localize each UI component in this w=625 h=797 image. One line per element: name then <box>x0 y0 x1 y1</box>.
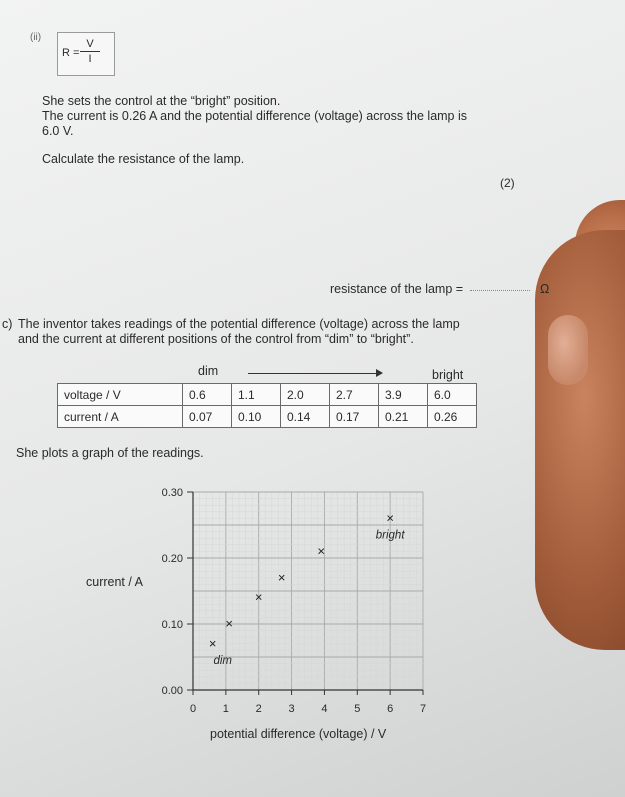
plots-text: She plots a graph of the readings. <box>16 446 204 460</box>
y-tick-label: 0.10 <box>161 619 183 631</box>
current-header: current / A <box>58 406 183 428</box>
x-tick-label: 5 <box>354 703 361 715</box>
x-tick-label: 7 <box>419 703 427 715</box>
table-cell: 2.7 <box>330 384 379 406</box>
formula-denominator: I <box>88 53 92 65</box>
part-c-label: c) <box>2 317 13 331</box>
part-c-line1: The inventor takes readings of the potential difference (voltage) across the lamp <box>18 317 460 331</box>
table-cell: 0.26 <box>428 406 477 428</box>
y-tick-label: 0.30 <box>161 487 183 499</box>
x-tick-label: 0 <box>189 703 197 715</box>
y-tick-label: 0.20 <box>161 553 183 565</box>
table-cell: 0.17 <box>330 406 379 428</box>
ohm-unit: Ω <box>540 282 550 296</box>
table-row-voltage <box>58 384 477 406</box>
y-axis-label: current / A <box>86 575 143 589</box>
x-tick-label: 1 <box>222 703 229 715</box>
table-cell: 2.0 <box>281 384 330 406</box>
current-voltage-graph <box>140 480 440 755</box>
answer-label: resistance of the lamp = <box>330 282 464 296</box>
marks-label: (2) <box>500 176 515 190</box>
bright-position-text: She sets the control at the “bright” position. <box>42 94 281 108</box>
formula-fraction <box>80 38 100 65</box>
table-cell: 0.10 <box>232 406 281 428</box>
voltage-text: 6.0 V. <box>42 124 74 138</box>
readings-table <box>57 383 477 428</box>
point-annotation: dim <box>213 654 232 667</box>
voltage-header: voltage / V <box>58 384 183 406</box>
table-cell: 0.21 <box>379 406 428 428</box>
data-point: × <box>208 635 217 651</box>
current-text: The current is 0.26 A and the potential difference (voltage) across the lamp is <box>42 109 468 123</box>
part-c-line2: and the current at different positions of the control from “dim” to “bright”. <box>18 332 414 346</box>
formula-lhs: R = <box>62 47 80 59</box>
data-point: × <box>277 569 286 585</box>
data-point: × <box>386 510 394 526</box>
x-tick-label: 6 <box>387 703 394 715</box>
point-annotation: bright <box>375 529 405 542</box>
answer-blank[interactable] <box>470 290 530 291</box>
data-point: × <box>225 616 233 631</box>
fingernail <box>548 315 588 385</box>
table-cell: 3.9 <box>379 384 428 406</box>
table-cell: 0.6 <box>183 384 232 406</box>
data-point: × <box>254 589 263 605</box>
table-row-current <box>58 406 477 428</box>
table-cell: 0.07 <box>183 406 232 428</box>
bright-label: bright <box>432 368 464 382</box>
arrowhead <box>376 369 383 377</box>
part-ii-label: (ii) <box>30 32 42 43</box>
table-cell: 1.1 <box>232 384 281 406</box>
table-cell: 0.14 <box>281 406 330 428</box>
x-tick-label: 3 <box>288 703 295 715</box>
dim-label: dim <box>198 364 219 378</box>
data-point: × <box>317 543 325 559</box>
formula-numerator: V <box>86 38 94 50</box>
x-axis-label: potential difference (voltage) / V <box>210 727 387 741</box>
x-tick-label: 2 <box>255 703 262 715</box>
y-tick-label: 0.00 <box>161 685 183 697</box>
fraction-bar <box>80 51 100 52</box>
dim-to-bright-arrow <box>248 373 378 374</box>
x-tick-label: 4 <box>321 703 328 715</box>
table-cell: 6.0 <box>428 384 477 406</box>
instruction-text: Calculate the resistance of the lamp. <box>42 152 245 166</box>
